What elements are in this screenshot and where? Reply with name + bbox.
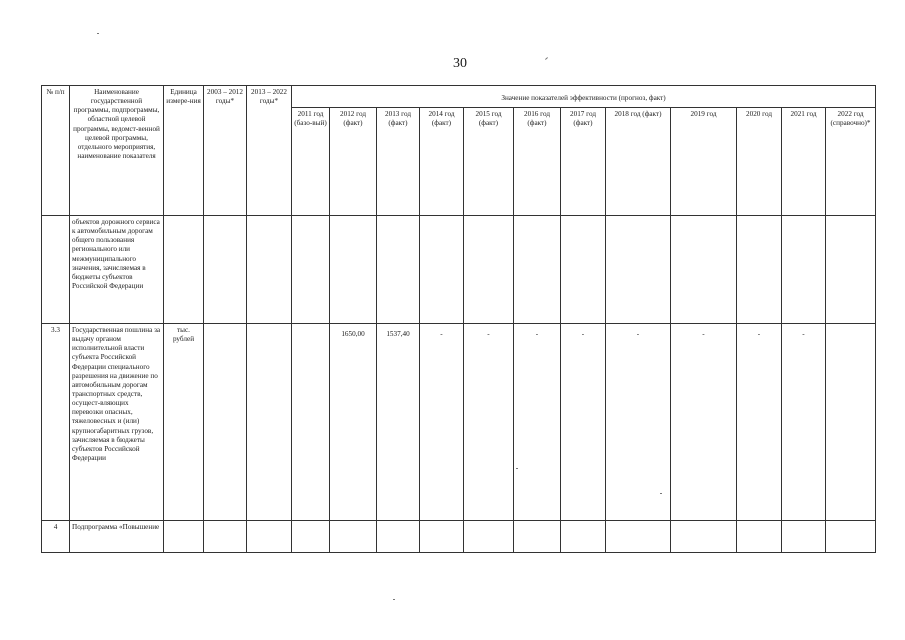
header-2013-2022: 2013 – 2022 годы* bbox=[247, 86, 292, 216]
header-2003-2012: 2003 – 2012 годы* bbox=[204, 86, 247, 216]
header-values-group: Значение показателей эффективности (прогноз, факт) bbox=[292, 86, 876, 108]
row-value bbox=[782, 521, 826, 553]
header-year-2012: 2012 год (факт) bbox=[330, 108, 377, 216]
row-value-2013: 1537,40 bbox=[377, 324, 420, 521]
row-value bbox=[247, 216, 292, 324]
row-value-2014: - bbox=[420, 324, 464, 521]
scan-speck bbox=[393, 599, 395, 600]
row-value bbox=[606, 216, 671, 324]
row-value bbox=[826, 216, 876, 324]
indicators-table bbox=[41, 85, 876, 553]
header-year-2014: 2014 год (факт) bbox=[420, 108, 464, 216]
row-unit bbox=[164, 216, 204, 324]
row-value bbox=[671, 521, 737, 553]
row-value bbox=[606, 521, 671, 553]
row-value-2011 bbox=[292, 324, 330, 521]
row-value-2012: 1650,00 bbox=[330, 324, 377, 521]
row-value bbox=[377, 216, 420, 324]
header-year-2022: 2022 год (справочно)* bbox=[826, 108, 876, 216]
header-year-2016: 2016 год (факт) bbox=[514, 108, 561, 216]
row-value-2015: - bbox=[464, 324, 514, 521]
row-value bbox=[330, 521, 377, 553]
row-value bbox=[561, 521, 606, 553]
row-name: Государственная пошлина за выдачу органом исполнительной власти субъекта Российской Федерации специального разрешения на движение по автомобильным дорогам транспортных средств, осущест-вляющих перевозки опасных, тяжеловесных и (или) крупногабаритных грузов, зачисляемая в бюджеты субъектов Российской Федерации bbox=[70, 324, 164, 521]
row-value bbox=[420, 216, 464, 324]
header-year-2021: 2021 год bbox=[782, 108, 826, 216]
row-value-2019: - bbox=[671, 324, 737, 521]
row-value bbox=[377, 521, 420, 553]
header-year-2019: 2019 год bbox=[671, 108, 737, 216]
row-value-2022 bbox=[826, 324, 876, 521]
row-value bbox=[420, 521, 464, 553]
row-num: 4 bbox=[42, 521, 70, 553]
header-year-2018: 2018 год (факт) bbox=[606, 108, 671, 216]
row-value-2016: - bbox=[514, 324, 561, 521]
row-value-2021: - bbox=[782, 324, 826, 521]
row-value bbox=[464, 216, 514, 324]
row-value-2020: - bbox=[737, 324, 782, 521]
row-value bbox=[737, 216, 782, 324]
page-number: 30 bbox=[453, 56, 467, 71]
row-value-2018: - bbox=[606, 324, 671, 521]
row-name: объектов дорожного сервиса к автомобильным дорогам общего пользования регионального или межмуниципального значения, зачисляемая в бюджеты субъектов Российской Федерации bbox=[70, 216, 164, 324]
row-num: 3.3 bbox=[42, 324, 70, 521]
scan-speck bbox=[545, 57, 548, 60]
row-value bbox=[330, 216, 377, 324]
header-row-top bbox=[42, 86, 876, 108]
header-name: Наименование государственной программы, подпрограммы, областной целевой программы, ведомст-венной целевой программы, отдельного мероприятия, наименование показателя bbox=[70, 86, 164, 216]
row-value bbox=[671, 216, 737, 324]
header-year-2017: 2017 год (факт) bbox=[561, 108, 606, 216]
scan-speck bbox=[97, 33, 99, 34]
table-row bbox=[42, 324, 876, 521]
table-row bbox=[42, 216, 876, 324]
header-year-2011: 2011 год (базо-вый) bbox=[292, 108, 330, 216]
header-year-2015: 2015 год (факт) bbox=[464, 108, 514, 216]
header-year-2013: 2013 год (факт) bbox=[377, 108, 420, 216]
header-num: № п/п bbox=[42, 86, 70, 216]
row-name: Подпрограмма «Повышение bbox=[70, 521, 164, 553]
row-value bbox=[204, 216, 247, 324]
row-value-2017: - bbox=[561, 324, 606, 521]
row-value bbox=[292, 521, 330, 553]
row-unit: тыс. рублей bbox=[164, 324, 204, 521]
header-unit: Единица измере-ния bbox=[164, 86, 204, 216]
row-value bbox=[737, 521, 782, 553]
scan-speck bbox=[516, 468, 518, 469]
row-value bbox=[826, 521, 876, 553]
row-value bbox=[514, 521, 561, 553]
row-value bbox=[514, 216, 561, 324]
row-value-2003-2012 bbox=[204, 324, 247, 521]
header-year-2020: 2020 год bbox=[737, 108, 782, 216]
row-value bbox=[247, 521, 292, 553]
row-value-2013-2022 bbox=[247, 324, 292, 521]
row-unit bbox=[164, 521, 204, 553]
row-value bbox=[292, 216, 330, 324]
row-num bbox=[42, 216, 70, 324]
row-value bbox=[204, 521, 247, 553]
row-value bbox=[464, 521, 514, 553]
scan-speck bbox=[660, 493, 662, 494]
table-row bbox=[42, 521, 876, 553]
row-value bbox=[561, 216, 606, 324]
row-value bbox=[782, 216, 826, 324]
